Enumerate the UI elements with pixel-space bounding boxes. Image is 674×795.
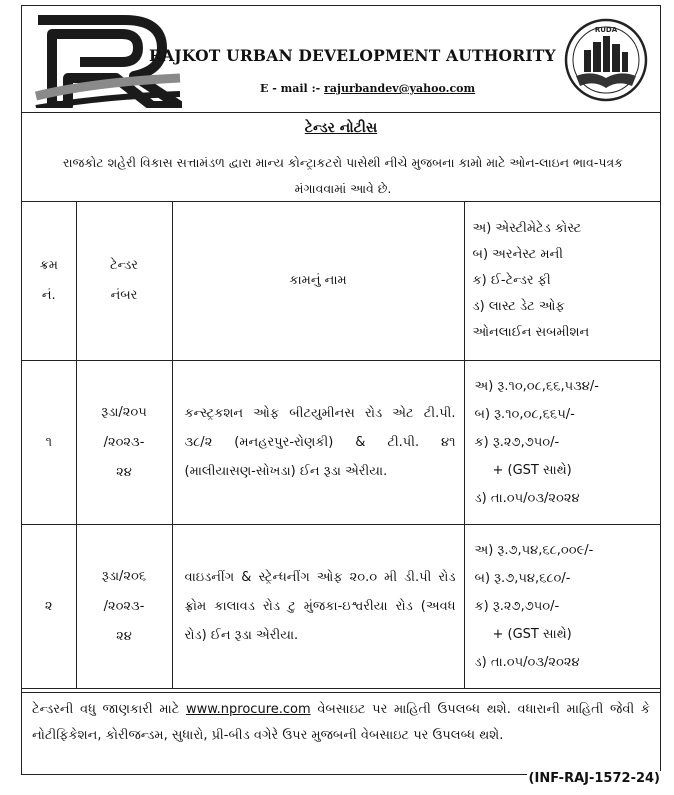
organization-name: RAJKOT URBAN DEVELOPMENT AUTHORITY xyxy=(149,46,556,65)
tender-no-line: ૨૪ xyxy=(116,464,132,480)
table-row xyxy=(22,361,660,525)
header-work-name: કામનું નામ xyxy=(172,202,464,361)
row-sr-no: ૨ xyxy=(22,525,76,689)
notice-title: ટેન્ડર નોટીસ xyxy=(304,120,378,136)
tender-table xyxy=(22,201,660,689)
earnest-money: બ) રૂ.૭,૫૪,૬૮૦/- xyxy=(474,570,571,586)
header-tender-line1: ટેન્ડર xyxy=(110,258,138,273)
email-line xyxy=(260,82,475,95)
row-work-name: કન્સ્ટ્રકશન ઓફ બીટયુમીનસ રોડ એટ ટી.પી. ૩૮/૨ (મનહરપુર-રોણકી) & ટી.પી. ૪૧ (માલીયાસણ-સોખડા) ઈન રૂડા એરીયા. xyxy=(172,361,464,525)
row-tender-no xyxy=(76,525,172,689)
row-work-name: વાઇડનીંગ & સ્ટ્રેન્ધનીંગ ઓફ ૨૦.૦ મી ડી.પી રોડ ફ્રોમ કાલાવડ રોડ ટુ મુંજકા-ઇશ્વરીયા રોડ (અવધ રોડ) ઈન રૂડા એરીયા. xyxy=(172,525,464,689)
gst-note: + (GST સાથે) xyxy=(492,626,572,642)
notice-heading xyxy=(22,112,660,202)
table-row xyxy=(22,525,660,689)
e-tender-fee: ક) રૂ.૨૭,૭૫૦/- xyxy=(474,434,560,450)
tender-no-line: /૨૦૨૩- xyxy=(103,434,145,450)
email-address[interactable]: rajurbandev@yahoo.com xyxy=(324,82,476,95)
tender-no-line: /૨૦૨૩- xyxy=(103,598,145,614)
earnest-money: બ) રૂ.૧૦,૦૮,૬૬૫/- xyxy=(474,406,575,422)
last-date: ડ) તા.૦૫/૦૩/૨૦૨૪ xyxy=(474,654,580,670)
row-tender-no xyxy=(76,361,172,525)
header-cost-line: ક) ઈ-ટેન્ડર ફી xyxy=(472,273,551,288)
table-header-row xyxy=(22,202,660,361)
header-cost-line: ડ) લાસ્ટ ડેટ ઓફ xyxy=(472,299,565,314)
reference-number: (INF-RAJ-1572-24) xyxy=(528,771,660,786)
tender-no-line: રૂડા/૨૦૫ xyxy=(101,404,147,420)
header-tender-no xyxy=(76,202,172,361)
nprocure-link[interactable]: www.nprocure.com xyxy=(185,702,311,717)
tender-no-line: ૨૪ xyxy=(116,628,132,644)
last-date: ડ) તા.૦૫/૦૩/૨૦૨૪ xyxy=(474,490,580,506)
header-sr-line2: નં. xyxy=(41,288,56,303)
row-cost-details xyxy=(464,361,660,525)
row-cost-details xyxy=(464,525,660,689)
header xyxy=(22,6,660,113)
header-tender-line2: નંબર xyxy=(110,288,138,303)
footer xyxy=(22,692,660,777)
seal-text: RUDA xyxy=(594,26,618,34)
header-cost-details xyxy=(464,202,660,361)
header-cost-line: ઓનલાઈન સબમીશન xyxy=(472,325,590,340)
notice-frame xyxy=(21,5,661,786)
estimated-cost: અ) રૂ.૭,૫૪,૬૮,૦૦૯/- xyxy=(474,542,594,558)
tender-no-line: રૂડા/૨૦૬ xyxy=(101,568,147,584)
header-sr-line1: ક્રમ xyxy=(39,258,58,273)
footer-text-end: વેબસાઇટ પર માહિતી ઉપલબ્ધ થશે. વધારાની માહિતી જેવી કે નોટીફિકેશન, કોરીજન્ડમ, સુધારો, પ્રી-બીડ વગેરે ઉપર મુજબની વેબસાઇટ પર ઉપલબ્ધ થશે. xyxy=(32,702,650,743)
header-cost-line: બ) અરનેસ્ટ મની xyxy=(472,247,563,262)
ruda-seal-icon xyxy=(562,16,650,104)
footer-text-start: ટેન્ડરની વધુ જાણકારી માટે xyxy=(32,702,180,717)
email-label: E - mail :- xyxy=(260,82,321,95)
estimated-cost: અ) રૂ.૧૦,૦૮,૬૬,૫૩૪/- xyxy=(474,378,599,394)
notice-intro: રાજકોટ શહેરી વિકાસ સત્તામંડળ દ્વારા માન્ય કોન્ટ્રાકટરો પાસેથી નીચે મુજબના કામો માટે ઓન-લાઇન ભાવ-પત્રક મંગાવવામાં આવે છે. xyxy=(63,155,623,196)
row-sr-no: ૧ xyxy=(22,361,76,525)
footer-text xyxy=(32,697,650,749)
gst-note: + (GST સાથે) xyxy=(492,462,572,478)
header-cost-line: અ) એસ્ટીમેટેડ કોસ્ટ xyxy=(472,221,582,236)
header-sr-no xyxy=(22,202,76,361)
e-tender-fee: ક) રૂ.૨૭,૭૫૦/- xyxy=(474,598,560,614)
